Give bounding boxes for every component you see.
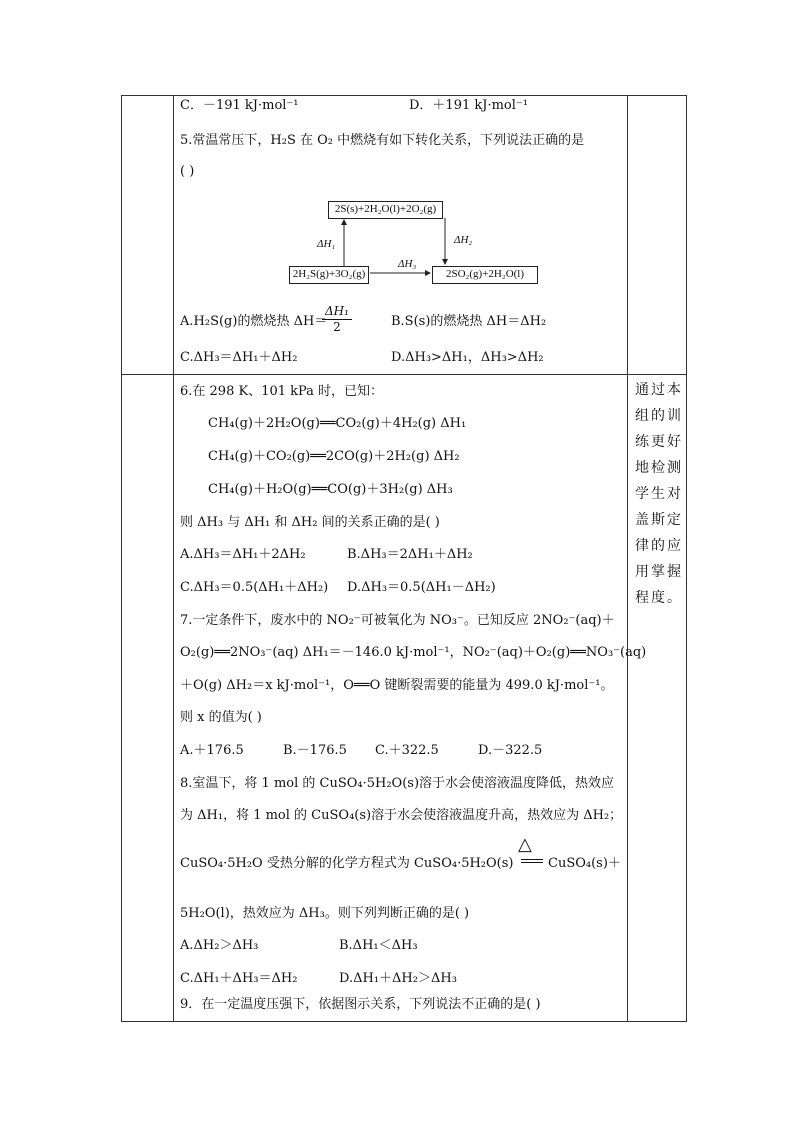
q9-stem: 9．在一定温度压强下，依据图示关系，下列说法不正确的是( ) (180, 997, 541, 1012)
note-line: 通过本 (635, 382, 681, 398)
heat-triangle-icon: △ (518, 834, 532, 855)
note-line: 程度。 (635, 590, 681, 606)
fraction-denominator: 2 (333, 320, 341, 334)
q8-option-b: B.ΔH₁＜ΔH₃ (339, 938, 418, 953)
q5-option-a-fraction (322, 304, 352, 335)
q6-option-c: C.ΔH₃＝0.5(ΔH₁＋ΔH₂) (180, 580, 329, 595)
diagram-left-box: 2H₂S(g)+3O₂(g) (289, 266, 369, 284)
q8-option-a: A.ΔH₂＞ΔH₃ (180, 938, 259, 953)
note-line: 盖斯定 (635, 512, 681, 528)
fraction-numerator: ΔH₁ (322, 304, 352, 320)
label-delta-h1: ΔH₁ (317, 238, 336, 250)
q5-answer-paren: ( ) (180, 164, 195, 179)
q7-line-3: ＋O(g) ΔH₂＝x kJ·mol⁻¹，O══O 键断裂需要的能量为 499.0 kJ·mol⁻¹。 (180, 678, 614, 693)
double-line-bottom (521, 862, 543, 863)
q5-option-c: C.ΔH₃＝ΔH₁＋ΔH₂ (180, 350, 298, 365)
note-line: 组的训 (635, 408, 681, 424)
table-bottom-border (121, 1021, 687, 1022)
q8-line-1: 8.室温下，将 1 mol 的 CuSO₄·5H₂O(s)溶于水会使溶液温度降低，热效应 (180, 776, 615, 791)
q7-option-d: D.－322.5 (478, 743, 543, 758)
q6-option-a: A.ΔH₃＝ΔH₁＋2ΔH₂ (180, 547, 306, 562)
q6-equation-3: CH₄(g)＋H₂O(g)══CO(g)＋3H₂(g) ΔH₃ (208, 482, 453, 497)
q6-question: 则 ΔH₃ 与 ΔH₁ 和 ΔH₂ 间的关系正确的是( ) (180, 515, 440, 530)
table-row-divider (121, 374, 687, 375)
q7-option-a: A.＋176.5 (180, 743, 244, 758)
q6-option-d: D.ΔH₃＝0.5(ΔH₁－ΔH₂) (347, 580, 496, 595)
q7-line-1: 7.一定条件下，废水中的 NO₂⁻可被氧化为 NO₃⁻。已知反应 2NO₂⁻(aq)＋ (180, 613, 615, 628)
note-line: 学生对 (635, 486, 681, 502)
note-line: 用掌握 (635, 564, 681, 580)
diagram-arrows (280, 210, 550, 290)
q5-option-b: B.S(s)的燃烧热 ΔH＝ΔH₂ (391, 314, 547, 329)
label-delta-h2: ΔH₂ (454, 234, 473, 246)
table-right-border (686, 95, 687, 1022)
label-delta-h3: ΔH₃ (398, 258, 417, 270)
diagram-right-box: 2SO₂(g)+2H₂O(l) (432, 266, 538, 284)
q6-option-b: B.ΔH₃＝2ΔH₁＋ΔH₂ (347, 547, 473, 562)
double-line-top (521, 859, 543, 860)
q6-equation-1: CH₄(g)＋2H₂O(g)══CO₂(g)＋4H₂(g) ΔH₁ (208, 416, 467, 431)
q6-equation-2: CH₄(g)＋CO₂(g)══2CO(g)＋2H₂(g) ΔH₂ (208, 449, 460, 464)
q5-stem: 5.常温常压下，H₂S 在 O₂ 中燃烧有如下转化关系，下列说法正确的是 (180, 133, 585, 148)
q5-option-a: A.H₂S(g)的燃烧热 ΔH＝ (180, 314, 328, 329)
q5-option-d: D.ΔH₃>ΔH₁，ΔH₃>ΔH₂ (391, 350, 544, 365)
note-line: 练更好 (635, 434, 681, 450)
q4-option-c: C．－191 kJ·mol⁻¹ (180, 98, 299, 113)
q7-option-c: C.＋322.5 (375, 743, 439, 758)
q7-line-2: O₂(g)══2NO₃⁻(aq) ΔH₁＝－146.0 kJ·mol⁻¹，NO₂⁻(aq)＋O₂(g)══NO₃⁻(aq) (180, 645, 647, 660)
q8-line-4: 5H₂O(l)，热效应为 ΔH₃。则下列判断正确的是( ) (180, 906, 470, 921)
q6-stem: 6.在 298 K、101 kPa 时，已知： (180, 384, 384, 399)
teaching-note (635, 377, 681, 611)
q8-line-2: 为 ΔH₁，将 1 mol 的 CuSO₄(s)溶于水会使溶液温度升高，热效应为 ΔH₂； (180, 808, 623, 823)
q4-option-d: D．＋191 kJ·mol⁻¹ (409, 98, 528, 113)
table-top-border (121, 95, 687, 96)
q8-option-d: D.ΔH₁＋ΔH₂＞ΔH₃ (339, 971, 457, 986)
note-line: 律的应 (635, 538, 681, 554)
table-col-divider-1 (173, 95, 174, 1022)
q8-line-3-right: CuSO₄(s)＋ (548, 856, 621, 871)
q8-line-3-left: CuSO₄·5H₂O 受热分解的化学方程式为 CuSO₄·5H₂O(s) (180, 856, 514, 871)
q8-option-c: C.ΔH₁＋ΔH₃＝ΔH₂ (180, 971, 298, 986)
table-left-border (121, 95, 122, 1022)
q7-option-b: B.－176.5 (283, 743, 347, 758)
diagram-top-box: 2S(s)+2H₂O(l)+2O₂(g) (328, 201, 443, 219)
table-col-divider-2 (627, 95, 628, 1022)
q7-line-4: 则 x 的值为( ) (180, 710, 262, 725)
note-line: 地检测 (635, 460, 681, 476)
